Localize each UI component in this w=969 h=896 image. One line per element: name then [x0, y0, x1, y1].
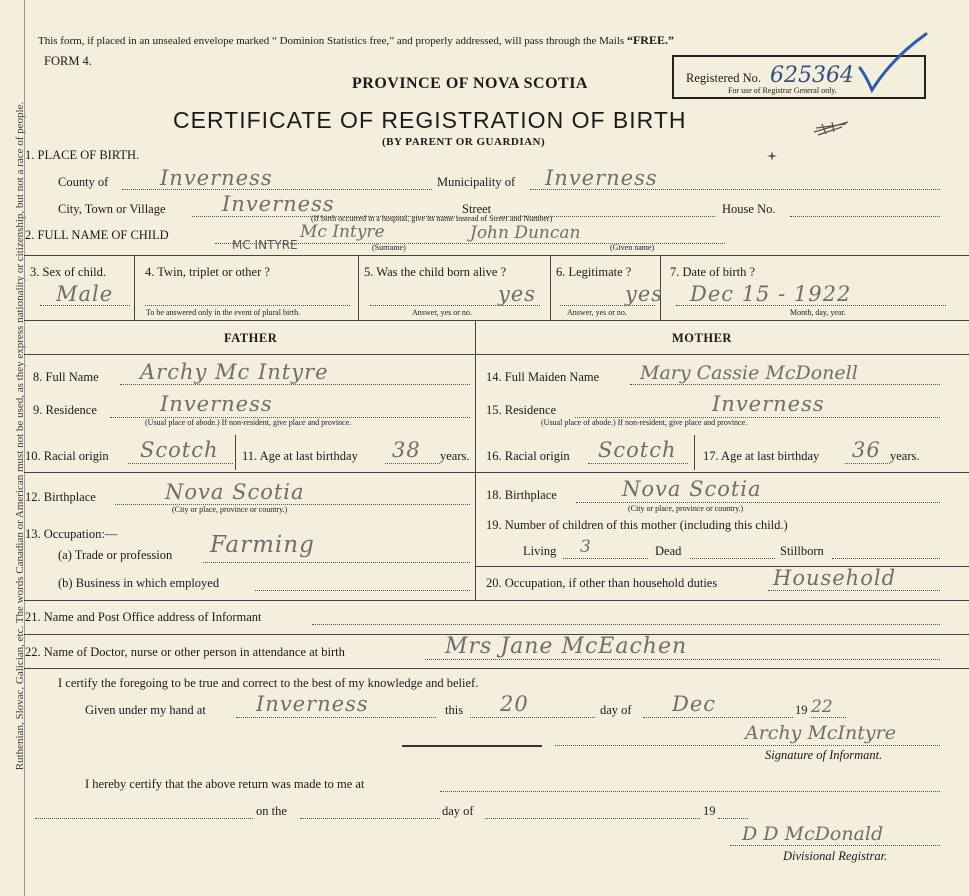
given-place-line — [236, 717, 436, 718]
mother-age-value: 36 — [852, 438, 881, 462]
rule-parents-divider — [475, 320, 476, 600]
father-racial-value: Scotch — [140, 438, 219, 462]
city-label: City, Town or Village — [58, 202, 166, 216]
mother-age-label: 17. Age at last birthday — [703, 449, 820, 463]
province-heading: PROVINCE OF NOVA SCOTIA — [352, 75, 588, 92]
month-value: Dec — [672, 692, 717, 716]
mother-age-unit: years. — [890, 449, 920, 463]
place-of-birth-heading: 1. PLACE OF BIRTH. — [25, 148, 140, 162]
registrar-month-line — [485, 818, 700, 819]
twin-note: To be answered only in the event of plural birth. — [146, 308, 301, 317]
dead-line — [690, 558, 775, 559]
legitimate-note: Answer, yes or no. — [567, 308, 627, 317]
given-place-value: Inverness — [256, 692, 369, 716]
father-birthplace-line — [115, 504, 470, 505]
registrar-signature: D D McDonald — [742, 823, 884, 845]
municipality-value: Inverness — [545, 166, 658, 190]
mail-note — [38, 33, 674, 48]
given-label: Given under my hand at — [85, 703, 206, 717]
registered-label: Registered No. — [686, 71, 761, 85]
doctor-line — [425, 659, 940, 660]
mother-birthplace-label: 18. Birthplace — [486, 488, 557, 502]
father-name-label: 8. Full Name — [33, 370, 99, 384]
alive-note: Answer, yes or no. — [412, 308, 472, 317]
day-value: 20 — [500, 692, 529, 716]
sex-value: Male — [56, 282, 114, 306]
mother-occupation-line — [768, 590, 940, 591]
mother-racial-label: 16. Racial origin — [486, 449, 570, 463]
registrar-statement: I hereby certify that the above return was made to me at — [85, 777, 365, 791]
father-age-label: 11. Age at last birthday — [242, 449, 358, 463]
margin-rule — [24, 0, 25, 896]
father-birthplace-note: (City or place, province or country.) — [172, 505, 288, 514]
house-line — [790, 216, 940, 217]
rule-v3 — [550, 255, 551, 320]
twin-label: 4. Twin, triplet or other ? — [145, 265, 270, 279]
registrar-year-line — [718, 818, 748, 819]
father-age-line — [385, 463, 440, 464]
certificate-subtitle: (BY PARENT OR GUARDIAN) — [382, 136, 546, 148]
stillborn-label: Stillborn — [780, 544, 824, 558]
municipality-label: Municipality of — [437, 175, 516, 189]
trade-label: (a) Trade or profession — [58, 548, 173, 562]
signature-line — [555, 745, 940, 746]
alive-value: yes — [498, 282, 537, 306]
child-surname-alt: MC INTYRE — [232, 238, 298, 252]
mother-heading: MOTHER — [672, 331, 732, 345]
surname-caption: (Surname) — [372, 243, 406, 252]
county-value: Inverness — [160, 166, 273, 190]
registered-number: 625364 — [770, 63, 854, 88]
business-label: (b) Business in which employed — [58, 576, 220, 590]
rule-v1 — [134, 255, 135, 320]
year-prefix: 19 — [795, 703, 808, 717]
rule-father-age — [235, 435, 236, 470]
mother-birthplace-line — [576, 502, 940, 503]
father-heading: FATHER — [224, 331, 278, 345]
trade-value: Farming — [210, 532, 315, 558]
street-label: Street — [462, 202, 492, 216]
mother-name-value: Mary Cassie McDonell — [640, 362, 858, 384]
mother-age-line — [845, 463, 890, 464]
mail-note-free: “FREE.” — [626, 33, 674, 47]
father-residence-label: 9. Residence — [33, 403, 97, 417]
mother-residence-value: Inverness — [712, 392, 825, 416]
rule-row-10 — [24, 472, 969, 473]
business-line — [255, 590, 470, 591]
father-occupation-label: 13. Occupation:— — [25, 527, 118, 541]
mother-name-label: 14. Full Maiden Name — [486, 370, 600, 384]
doctor-label: 22. Name of Doctor, nurse or other person in attendance at birth — [25, 645, 345, 659]
doctor-value: Mrs Jane McEachen — [445, 634, 688, 659]
informant-line — [312, 624, 940, 625]
year-prefix2: 19 — [703, 804, 716, 818]
stillborn-line — [832, 558, 940, 559]
dob-label: 7. Date of birth ? — [670, 265, 756, 279]
father-age-value: 38 — [392, 438, 421, 462]
year-suffix: 22 — [811, 697, 833, 717]
on-the-label: on the — [256, 804, 287, 818]
registrar-caption: Divisional Registrar. — [783, 849, 888, 863]
certify-statement: I certify the foregoing to be true and correct to the best of my knowledge and belief. — [58, 676, 479, 690]
twin-line — [145, 305, 350, 306]
form-number: FORM 4. — [44, 54, 92, 68]
living-value: 3 — [580, 537, 591, 557]
mother-name-line — [630, 384, 940, 385]
mother-racial-value: Scotch — [598, 438, 677, 462]
mother-birthplace-note: (City or place, province or country.) — [628, 504, 744, 513]
day-of2-label: day of — [442, 804, 474, 818]
father-birthplace-value: Nova Scotia — [165, 480, 305, 504]
living-line — [563, 558, 648, 559]
dob-value: Dec 15 - 1922 — [690, 282, 852, 306]
stamp-scribble-icon — [812, 118, 852, 138]
registrar-note: For use of Registrar General only. — [728, 86, 837, 95]
father-age-unit: years. — [440, 449, 470, 463]
rule-parents-top — [24, 354, 969, 355]
mother-racial-line — [588, 463, 688, 464]
alive-label: 5. Was the child born alive ? — [364, 265, 507, 279]
mail-note-text: This form, if placed in an unsealed envelope marked “ Dominion Statistics free,” and properly addressed, will pass through the Mails — [38, 35, 625, 47]
living-label: Living — [523, 544, 557, 558]
mother-occupation-label: 20. Occupation, if other than household duties — [486, 576, 718, 590]
informant-signature: Archy McIntyre — [745, 722, 896, 744]
mother-birthplace-value: Nova Scotia — [622, 477, 762, 501]
side-note-margin — [0, 0, 24, 896]
rule-row3-bottom — [24, 320, 969, 321]
hospital-note: (If birth occurred in a hospital, give its name instead of Street and Number) — [311, 214, 553, 223]
child-name-label: 2. FULL NAME OF CHILD — [25, 228, 169, 242]
signature-caption: Signature of Informant. — [765, 748, 883, 762]
dead-label: Dead — [655, 544, 682, 558]
father-residence-value: Inverness — [160, 392, 273, 416]
mother-occupation-value: Household — [773, 566, 897, 590]
day-line — [470, 717, 595, 718]
county-label: County of — [58, 175, 109, 189]
certificate-title: CERTIFICATE OF REGISTRATION OF BIRTH — [173, 107, 687, 133]
father-residence-note: (Usual place of abode.) If non-resident, give place and province. — [145, 418, 352, 427]
legitimate-label: 6. Legitimate ? — [556, 265, 632, 279]
rule-row3-top — [24, 255, 969, 256]
informant-label: 21. Name and Post Office address of Informant — [25, 610, 262, 624]
day-of-label: day of — [600, 703, 632, 717]
side-note: Ruthenian, Slovac, Galician, etc. The words Canadian or American must not be used, as they express nationality or citizenship, but not a race of people. — [14, 101, 26, 771]
city-value: Inverness — [222, 192, 335, 216]
children-count-label: 19. Number of children of this mother (including this child.) — [486, 518, 788, 532]
father-racial-line — [128, 463, 233, 464]
father-racial-label: 10. Racial origin — [25, 449, 109, 463]
mother-residence-note: (Usual place of abode.) If non-resident, give place and province. — [541, 418, 748, 427]
father-birthplace-label: 12. Birthplace — [25, 490, 96, 504]
sex-label: 3. Sex of child. — [30, 265, 107, 279]
legitimate-value: yes — [625, 282, 664, 306]
short-rule — [402, 745, 542, 747]
father-name-line — [120, 384, 470, 385]
rule-row-21-top — [24, 600, 969, 601]
registrar-day-line — [300, 818, 440, 819]
registrar-place-line2 — [35, 818, 253, 819]
father-name-value: Archy Mc Intyre — [140, 360, 329, 384]
rule-certify-top — [24, 668, 969, 669]
child-surname-value: Mc Intyre — [300, 222, 385, 242]
year-line — [811, 717, 846, 718]
rule-v2 — [358, 255, 359, 320]
given-name-caption: (Given name) — [610, 243, 655, 252]
registrar-signature-line — [730, 845, 940, 846]
house-label: House No. — [722, 202, 776, 216]
mother-residence-label: 15. Residence — [486, 403, 557, 417]
trade-line — [203, 562, 470, 563]
dob-note: Month, day, year. — [790, 308, 846, 317]
checkmark-icon — [852, 28, 932, 98]
star-mark-icon — [766, 150, 778, 162]
child-given-value: John Duncan — [470, 223, 581, 243]
month-line — [643, 717, 793, 718]
rule-mother-age — [694, 435, 695, 470]
registrar-place-line — [440, 791, 940, 792]
this-label: this — [445, 703, 464, 717]
